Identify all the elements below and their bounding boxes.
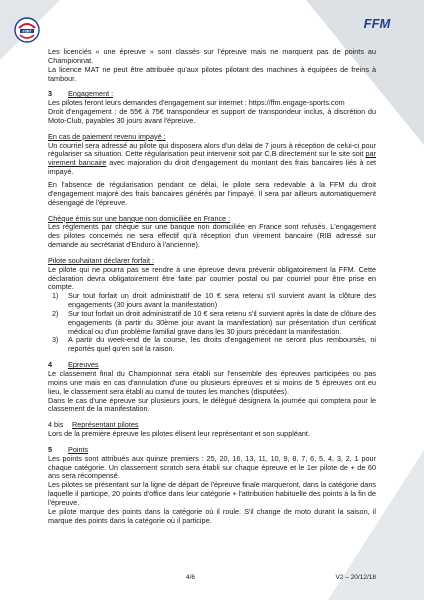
points-paragraph-2: Les pilotes se présentant sur la ligne de départ de l'épreuve finale marqueront, dans la catégorie dans laquelle il participe, 20 points d'office dans leur catégorie + l'attribution habituelle des points à la fin de l'épreuve. [48,480,376,507]
unpaid-paragraph-2: En l'absence de régularisation pendant ce délai, le pilote sera redevable à la FFM du droit d'engagement majoré des frais bancaires générés par l'impayé. Il sera par ailleurs automatiquement désengagé de l'épreuve. [48,179,376,207]
list-item-number: 3) [52,335,59,345]
section-number: 4 [48,360,53,370]
section-title: Représentant pilotes [72,420,139,430]
league-logo-icon [14,17,40,43]
section-number: 3 [48,89,53,99]
list-item-text: Sur tout forfait un droit administratif de 10 € sera retenu s'il survient avant la clôture des engagements (30 jours avant la manifestation) [68,291,376,310]
forfait-list [48,292,376,354]
epreuves-paragraph-1: Le classement final du Championnat sera établi sur l'ensemble des épreuves participées ou pas moins une mais en cas d'annulation d'une ou plusieurs épreuves et si moins de 5 épreuves ont eu lieu, le classement sera établi au cumul de toutes les manches (disputées). [48,369,376,396]
list-item [48,336,376,354]
unpaid-paragraph-1 [48,142,376,177]
ffm-logo-text: FFM [363,16,391,30]
points-paragraph-3: Le pilote marque des points dans la catégorie où il roule. S'il change de moto durant la saison, il marque des points dans la catégorie où il participe. [48,506,376,525]
unpaid-text-a: Un courriel sera adressé au pilote qui disposera alors d'un délai de 7 jours à réception de celui-ci pour régulariser sa situation. Cette régularisation peut intervenir soit par C.B directement sur le site soit [48,140,376,159]
engagement-paragraph-2: Droit d'engagement : de 55€ à 75€ transpondeur et support de transpondeur inclus, à discrétion du Moto-Club, payables 30 jours avant l'épreuve. [48,107,376,125]
section-number: 4 bis [48,420,64,430]
league-logo-text: FSMT [22,29,32,34]
epreuves-paragraph-2: Dans le cas d'une épreuve sur plusieurs jours, le délégué désignera la journée qui comptera pour le classement de la manifestation. [48,395,376,414]
ffm-logo-icon [354,16,400,30]
representant-paragraph: Lors de la première épreuve les pilotes élisent leur représentant et son suppléant. [48,429,310,439]
list-item-number: 2) [52,308,59,318]
points-paragraph-1: Les points sont attribués aux quinze premiers : 25, 20, 16, 13, 11, 10, 9, 8, 7, 6, 5, 4, 3, 2, 1 pour chaque catégorie. Un classement scratch sera établi sur chaque épreuve et le 1er pilote de + de 60 ans sera récompensé. [48,453,376,481]
section-number: 5 [48,444,53,454]
list-item [48,310,376,337]
version-label: V2 – 20/12/18 [335,574,376,581]
unpaid-text-transfer: par virement bancaire [48,149,376,168]
cheque-subheading: Chèque émis sur une banque non domiciliée en France : [48,213,231,223]
engagement-paragraph-1: Les pilotes feront leurs demandes d'engagement sur internet : https://ffm.engage-sports.com [48,98,345,108]
cheque-paragraph: Les règlements par chèque sur une banque non domiciliée en France sont refusés. L'engagement des pilotes concernés ne sera effectif qu'à réception d'un virement bancaire (RIB adressé sur demande au secrétariat d'Enduro à l'ancienne). [48,222,376,250]
intro-paragraph-2: La licence MAT ne peut être attribuée qu'aux pilotes pilotant des machines à équipées de freins à tambour. [48,64,376,83]
section-title: Epreuves [68,360,99,370]
page-number: 4/6 [186,574,196,581]
list-item-number: 1) [52,291,59,301]
list-item-text: A partir du week-end de la course, les droits d'engagement ne seront plus remboursés, ni reportés quel qu'en soit la raison. [68,335,376,354]
forfait-paragraph: Le pilote qui ne pourra pas se rendre à une épreuve devra prévenir obligatoirement la FFM. Cette déclaration devra obligatoirement être faite par courrier postal ou par courriel pour être prise en compte. [48,264,376,292]
unpaid-text-c: avec majoration du droit d'engagement du montant des frais bancaires liés à cet impayé. [48,158,376,177]
unpaid-subheading: En cas de paiement revenu impayé : [48,131,166,141]
list-item-text: Sur tout forfait un droit administratif de 10 € sera retenu s'il survient après la date de clôture des engagements (à partir du 30ème jour avant la manifestation) sur présentation d'un certificat médical ou d'un problème familial grave dans les 30 jours précédant la manifestation. [68,308,376,336]
forfait-subheading: Pilote souhaitant déclarer forfait : [48,255,154,265]
intro-paragraph-1: Les licenciés « une épreuve » sont classés sur l'épreuve mais ne marquent pas de points au Championnat. [48,47,376,65]
document-body [48,48,376,526]
section-title: Points [68,444,89,454]
section-title: Engagement : [68,89,114,99]
list-item [48,292,376,310]
